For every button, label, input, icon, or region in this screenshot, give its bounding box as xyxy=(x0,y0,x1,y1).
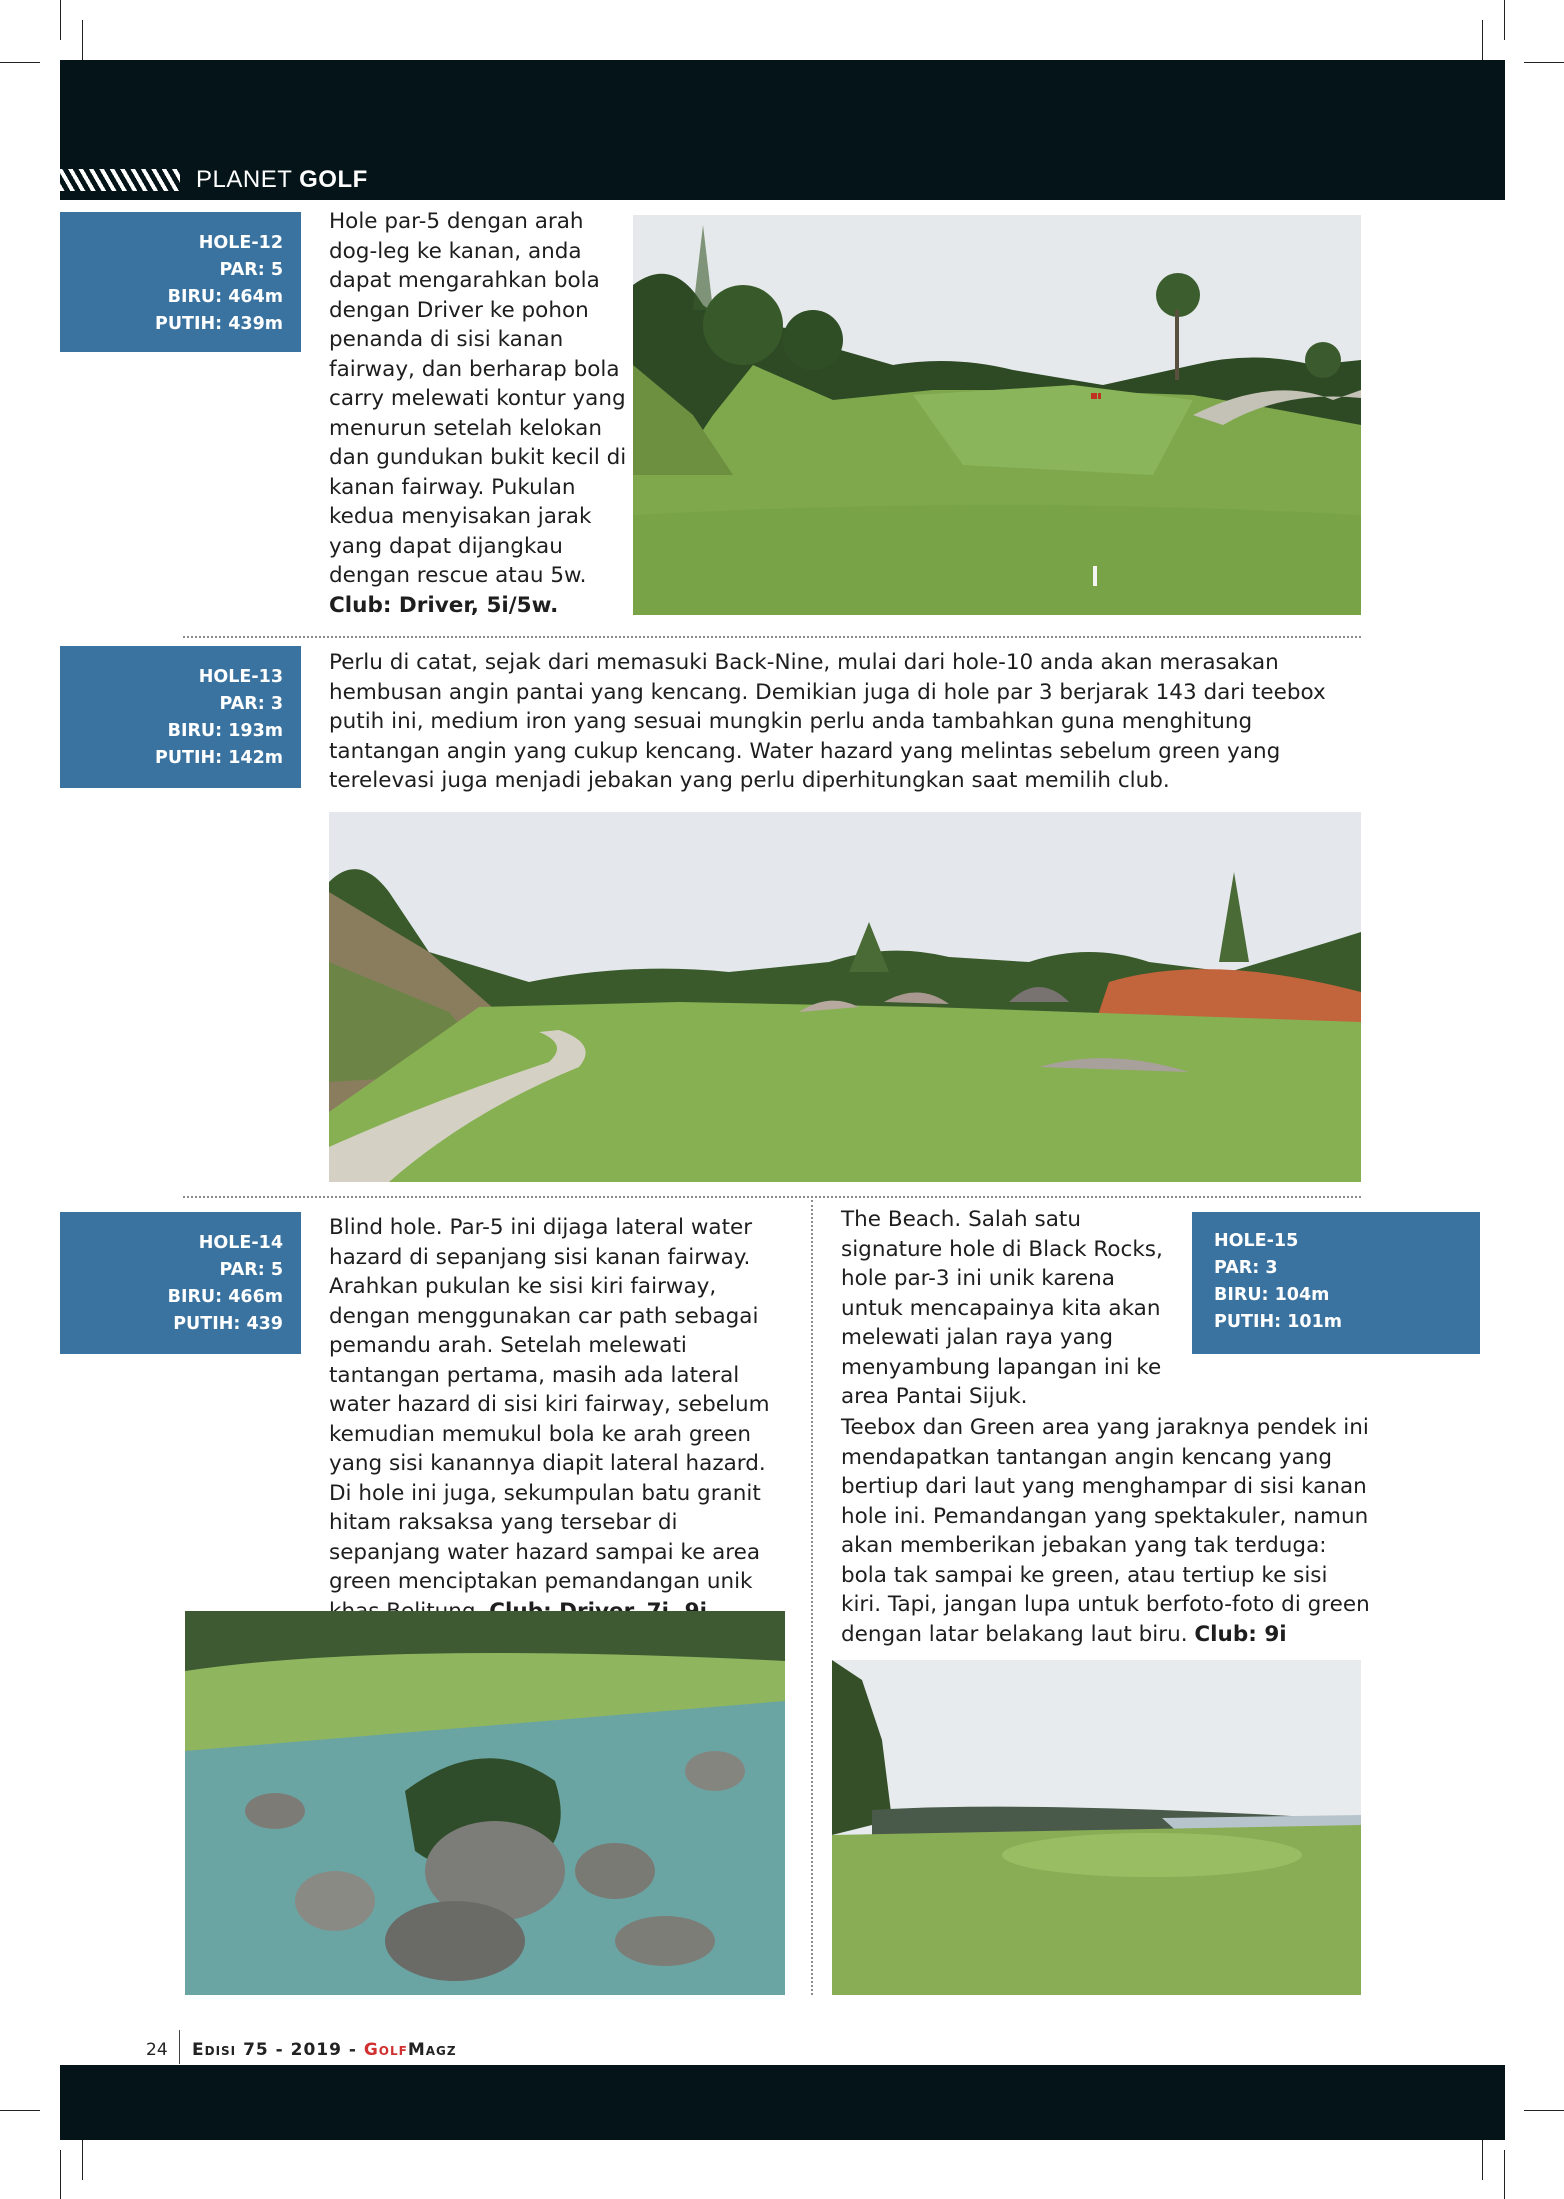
hole-13-text: Perlu di catat, sejak dari memasuki Back-Nine, mulai dari hole-10 anda akan merasakan hembusan angin pantai yang kencang. Demikian juga di hole par 3 berjarak 143 dari teebox putih ini, medium iron yang sesuai mungkin perlu anda tambahkan guna menghitung tantangan angin yang cukup kencang. Water hazard yang melintas sebelum green yang terelevasi juga menjadi jebakan yang perlu diperhitungkan saat memilih club. xyxy=(329,650,1326,793)
divider xyxy=(183,636,1361,638)
hole-12-photo xyxy=(633,215,1361,615)
hole-par: PAR: 3 xyxy=(1214,1258,1278,1278)
hole-par: PAR: 5 xyxy=(219,260,283,280)
hole-12-club: Club: Driver, 5i/5w. xyxy=(329,592,559,618)
section-title: PLANET GOLF xyxy=(196,166,368,193)
bottom-bar xyxy=(60,2065,1505,2140)
hole-white-distance: PUTIH: 439m xyxy=(155,314,283,334)
hole-number: HOLE-13 xyxy=(198,667,283,687)
stripes-graphic xyxy=(60,169,180,191)
column-divider xyxy=(811,1200,813,1995)
section-header xyxy=(60,165,368,195)
footer-separator xyxy=(179,2030,180,2064)
hole-15-photo xyxy=(832,1660,1361,1995)
hole-15-box xyxy=(1192,1212,1480,1354)
hole-14-photo xyxy=(185,1611,785,1995)
crop-mark xyxy=(0,2110,40,2111)
crop-mark xyxy=(60,2150,61,2199)
hole-par: PAR: 3 xyxy=(219,694,283,714)
hole-13-box xyxy=(60,646,301,788)
hole-number: HOLE-15 xyxy=(1214,1231,1299,1251)
crop-mark xyxy=(1504,0,1505,40)
hole-white-distance: PUTIH: 142m xyxy=(155,748,283,768)
hole-number: HOLE-14 xyxy=(198,1233,283,1253)
crop-mark xyxy=(0,62,40,63)
hole-white-distance: PUTIH: 101m xyxy=(1214,1312,1342,1332)
crop-mark xyxy=(1524,62,1564,63)
hole-number: HOLE-12 xyxy=(198,233,283,253)
divider xyxy=(183,1196,1361,1198)
hole-15-text-bottom: Teebox dan Green area yang jaraknya pendek ini mendapatkan tantangan angin kencang yang bertiup dari laut yang menghampar di sisi kanan hole ini. Pemandangan yang spektakuler, namun akan memberikan jebakan yang tak terduga: bola tak sampai ke green, atau tertiup ke sisi kiri. Tapi, jangan lupa untuk berfoto-foto di green dengan latar belakang laut biru. Club: 9i xyxy=(841,1415,1370,1647)
hole-13-photo xyxy=(329,812,1361,1182)
crop-mark xyxy=(1504,2150,1505,2199)
hole-14-box xyxy=(60,1212,301,1354)
hole-15-club: Club: 9i xyxy=(1194,1621,1287,1647)
hole-blue-distance: BIRU: 466m xyxy=(167,1287,283,1307)
hole-14-text: Blind hole. Par-5 ini dijaga lateral water hazard di sepanjang sisi kanan fairway. Arahkan pukulan ke sisi kiri fairway, dengan menggunakan car path sebagai pemandu arah. Setelah melewati tantangan pertama, masih ada lateral water hazard di sisi kiri fairway, sebelum kemudian memukul bola ke arah green yang sisi kanannya diapit lateral hazard. Di hole ini juga, sekumpulan batu granit hitam raksaksa yang tersebar di sepanjang water hazard sampai ke area green menciptakan pemandangan unik xyxy=(329,1213,791,1626)
hole-15-text-top: The Beach. Salah satu signature hole di Black Rocks, hole par-3 ini unik karena untuk mencapainya kita akan melewati jalan raya yang menyambung lapangan ini ke area Pantai Sijuk. xyxy=(841,1207,1163,1409)
hole-12-box xyxy=(60,212,301,352)
crop-mark xyxy=(60,0,61,40)
hole-blue-distance: BIRU: 193m xyxy=(167,721,283,741)
crop-mark xyxy=(1524,2110,1564,2111)
hole-par: PAR: 5 xyxy=(219,1260,283,1280)
footer-edition: Edisi 75 - 2019 - GolfMagz xyxy=(192,2040,457,2060)
hole-blue-distance: BIRU: 464m xyxy=(167,287,283,307)
hole-white-distance: PUTIH: 439 xyxy=(173,1314,283,1334)
hole-blue-distance: BIRU: 104m xyxy=(1214,1285,1330,1305)
hole-12-text: Hole par-5 dengan arah dog-leg ke kanan, anda dapat mengarahkan bola dengan Driver ke pohon penanda di sisi kanan fairway, dan berharap bola carry melewati kontur yang menurun setelah kelokan dan gundukan bukit kecil di kanan fairway. Pukulan kedua menyisakan jarak yang dapat dijangkau dengan rescue atau 5w. Club: Driver, 5i/5w. xyxy=(329,209,627,618)
page-number: 24 xyxy=(146,2040,168,2060)
